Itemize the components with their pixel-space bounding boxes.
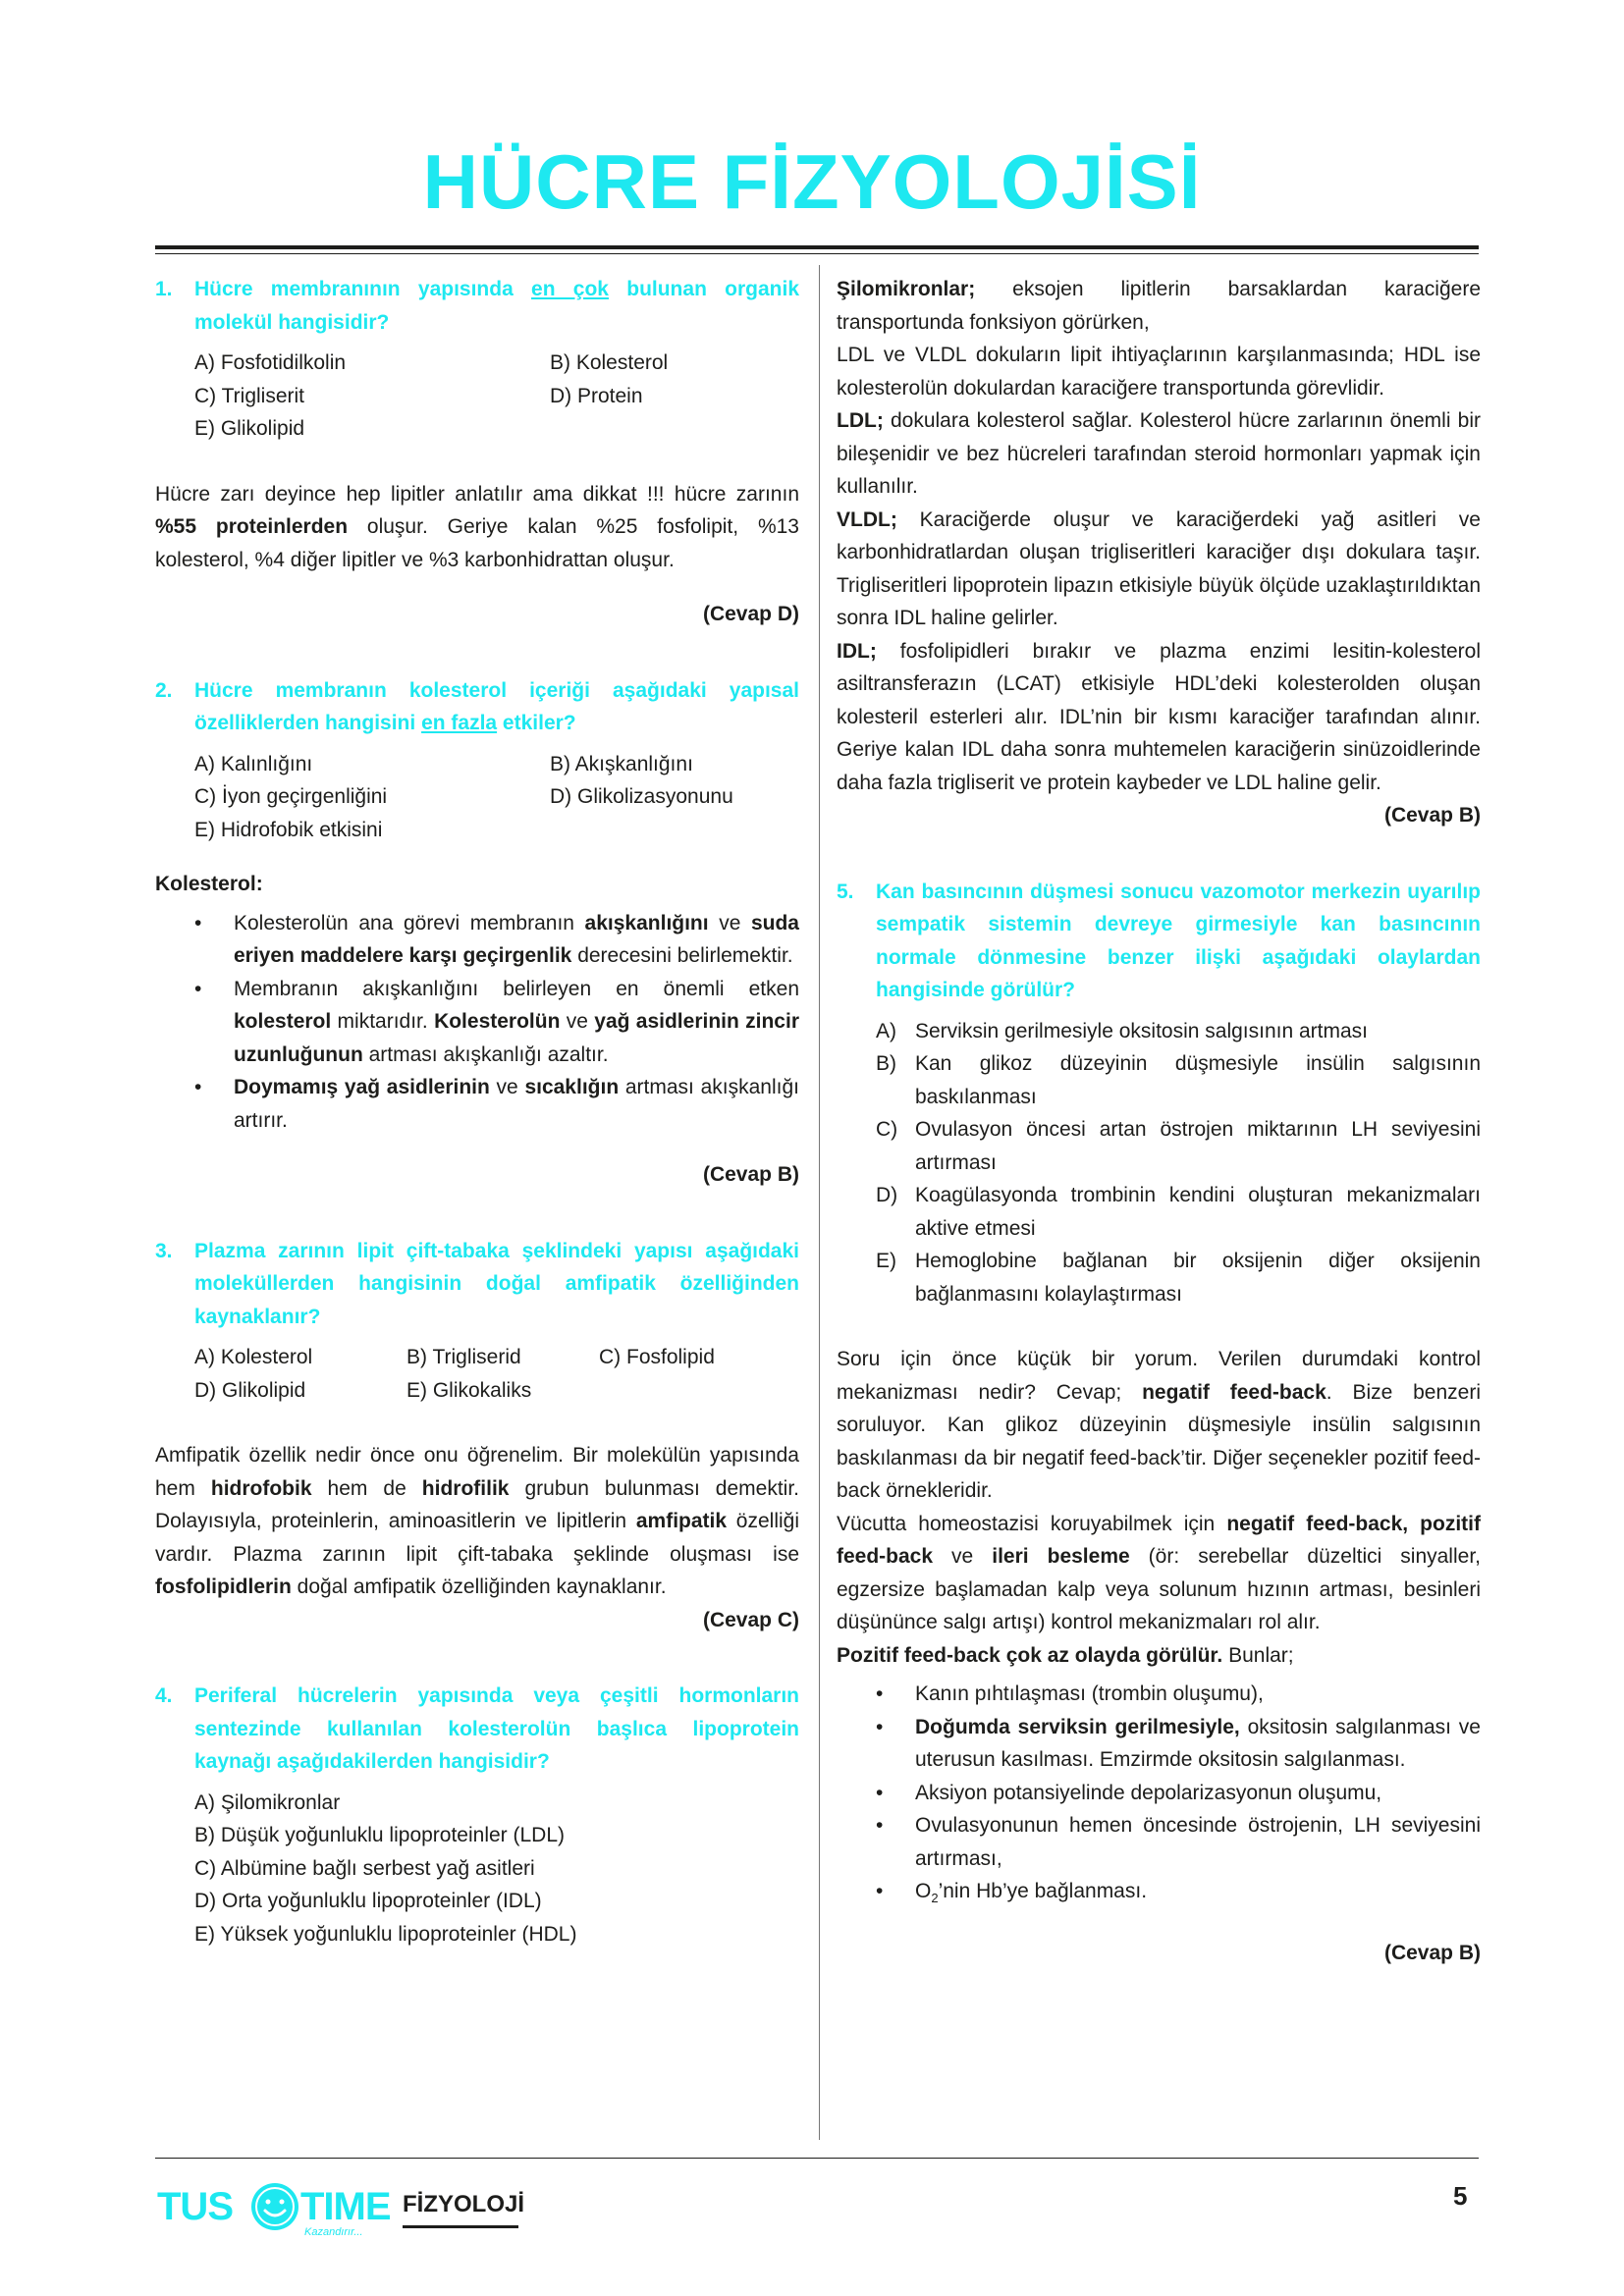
explanation-q4-ldl: LDL; dokulara kolesterol sağlar. Kolesterol hücre zarlarının önemli bir bileşenidir ve bez hücreleri tarafından steroid hormonları yapmak için kullanılır. (837, 409, 1481, 498)
smiley-icon (249, 2181, 300, 2232)
option-a: A) Serviksin gerilmesiyle oksitosin salgısının artması (876, 1019, 1368, 1042)
question-number: 3. (155, 1239, 173, 1262)
bullet-item: • Doğumda serviksin gerilmesiyle, oksitosin salgılanması ve uterusun kasılması. Emzirmde oksitosin salgılanması. (876, 1715, 1481, 1771)
question-text: Hücre membranın kolesterol içeriği aşağıdaki yapısal özelliklerden hangisini en fazla etkiler? (194, 678, 799, 734)
answer-q2: (Cevap B) (702, 1163, 799, 1186)
bullet-item: • Membranın akışkanlığını belirleyen en önemli etken kolesterol miktarıdır. Kolesterolün ve yağ asidlerinin zincir uzunluğunun artması akışkanlığı azaltır. (194, 977, 799, 1066)
option-a: A) Kalınlığını (194, 752, 313, 775)
answer-q1: (Cevap D) (702, 603, 799, 625)
explanation-q5-intro: Soru için önce küçük bir yorum. Verilen durumdaki kontrol mekanizması nedir? Cevap; negatif feed-back. Bize benzeri soruluyor. Kan glikoz düzeyinin düşmesiyle insülin salgısının baskılanması da bir negatif feed-back’tir. Diğer seçenekler pozitif feed-back örnekleridir. (837, 1348, 1482, 1502)
option-e: E) Glikolipid (194, 417, 305, 440)
question-3 (155, 1235, 799, 1334)
question-text: Periferal hücrelerin yapısında veya çeşitli hormonların sentezinde kullanılan kolesterolün başlıca lipoprotein kaynağı aşağıdakilerden hangisidir? (194, 1684, 799, 1773)
explanation-q4-overview: LDL ve VLDL dokuların lipit ihtiyaçlarının karşılanmasında; HDL ise kolesterolün dokulardan karaciğere transportunda görevlidir. (837, 344, 1481, 400)
explanation-q5-mechanisms: Vücutta homeostazisi koruyabilmek için negatif feed-back, pozitif feed-back ve ileri besleme (ör: serebellar düzeltici sinyaller, egzersize başlamadan kalp veya solunum hızının artması, besinleri düşününce salgı artışı) kontrol mekanizmaları rol alır. (837, 1512, 1481, 1633)
question-1 (155, 273, 799, 339)
bullet-item: • Aksiyon potansiyelinde depolarizasyonun oluşumu, (876, 1781, 1382, 1804)
question-text: Hücre membranının yapısında en çok bulunan organik molekül hangisidir? (194, 278, 799, 334)
brand-logo (157, 2181, 393, 2240)
explanation-q3: Amfipatik özellik nedir önce onu öğrenelim. Bir molekülün yapısında hem hidrofobik hem de hidrofilik grubun bulunması demektir. Dolayısıyla, proteinlerin, aminoasitlerin ve lipitlerin amfipatik özelliği vardır. Plazma zarının lipit çift-tabaka şeklinde oluşması ise fosfolipidlerin doğal amfipatik özelliğinden kaynaklanır. (155, 1444, 799, 1598)
explanation-q5-positive: Pozitif feed-back çok az olayda görülür. Bunlar; (837, 1643, 1294, 1667)
footer-rule (155, 2158, 1479, 2159)
option-d: D) Koagülasyonda trombinin kendini oluşturan mekanizmaları aktive etmesi (876, 1184, 1481, 1240)
bullet-item: • Ovulasyonunun hemen öncesinde östrojenin, LH seviyesini artırması, (876, 1814, 1481, 1870)
options-q5 (837, 1015, 1481, 1311)
option-e: E) Glikokaliks (406, 1378, 532, 1402)
bullet-list-q2 (155, 907, 799, 1138)
question-number: 1. (155, 278, 173, 300)
question-number: 2. (155, 678, 173, 702)
option-e: E) Hemoglobine bağlanan bir oksijenin diğer oksijenin bağlanmasını kolaylaştırması (876, 1250, 1481, 1306)
explanation-q4-vldl: VLDL; Karaciğerde oluşur ve karaciğerdeki yağ asitleri ve karbonhidratlardan oluşan trigliseritleri karaciğer dışı dokulara taşır. Trigliseritleri lipoprotein lipazın etkisiyle büyük ölçüde uzaklaştırıldıktan sonra IDL haline gelirler. (837, 507, 1481, 629)
answer-q3: (Cevap C) (702, 1608, 799, 1631)
option-d: D) Orta yoğunluklu lipoproteinler (IDL) (194, 1890, 542, 1912)
option-b: B) Kolesterol (550, 351, 669, 374)
logo-tagline: Kazandırır... (304, 2226, 363, 2238)
right-column (837, 273, 1481, 1969)
question-number: 5. (837, 880, 854, 903)
bullet-item: • $O_2’nin$ Hb’ye bağlanması. (876, 1880, 1148, 1906)
logo-text-right: TIME (300, 2185, 391, 2228)
explanation-q4-idl: IDL; fosfolipidleri bırakır ve plazma enzimi lesitin-kolesterol asiltransferazın (LCAT) etkisiyle HDL’deki kolesterolden oluşan kolesteril esterleri alır. IDL’nin bir kısmı karaciğer tarafından alınır. Geriye kalan IDL daha sonra muhtemelen karaciğerin sinüzoidlerinde daha fazla trigliserit ve protein kaybeder ve LDL haline gelir. (837, 639, 1481, 794)
bullet-item: • Kolesterolün ana görevi membranın akışkanlığını ve suda eriyen maddelere karşı geçirgenlik derecesini belirlemektir. (194, 911, 799, 967)
option-c: C) İyon geçirgenliğini (194, 785, 388, 808)
answer-q5: (Cevap B) (1383, 1941, 1481, 1964)
question-2 (155, 674, 799, 740)
question-4 (155, 1680, 799, 1779)
bullet-item: • Kanın pıhtılaşması (trombin oluşumu), (876, 1682, 1264, 1705)
option-e: E) Yüksek yoğunluklu lipoproteinler (HDL) (194, 1922, 577, 1946)
subject-label: FİZYOLOJİ (403, 2191, 525, 2217)
option-d: D) Glikolizasyonunu (550, 785, 733, 808)
options-q2 (155, 748, 799, 847)
bullet-list-q5 (837, 1678, 1481, 1915)
left-column (155, 273, 799, 1950)
option-a: A) Fosfotidilkolin (194, 351, 347, 374)
options-q3 (155, 1341, 799, 1407)
option-c: C) Fosfolipid (599, 1346, 715, 1368)
option-d: D) Protein (550, 384, 643, 407)
option-d: D) Glikolipid (194, 1378, 306, 1402)
question-5 (837, 876, 1481, 1007)
option-c: C) Albümine bağlı serbest yağ asitleri (194, 1856, 535, 1880)
answer-q4: (Cevap B) (1383, 804, 1481, 827)
explanation-q4-chylomicrons: Şilomikronlar; eksojen lipitlerin barsaklardan karaciğere transportunda fonksiyon görürken, (837, 278, 1481, 334)
logo-text-left: TUS (157, 2185, 233, 2228)
question-text: Kan basıncının düşmesi sonucu vazomotor merkezin uyarılıp sempatik sistemin devreye girmesiyle kan basıncının normale dönmesine benzer ilişki aşağıdaki olaylardan hangisinde görülür? (876, 880, 1481, 1001)
option-b: B) Akışkanlığını (550, 752, 693, 775)
options-q1 (155, 347, 799, 446)
options-q4 (155, 1787, 799, 1951)
column-divider (819, 265, 820, 2140)
subject-underline (403, 2225, 518, 2228)
title-rule-thin (155, 253, 1479, 254)
option-b: B) Trigliserid (406, 1346, 521, 1368)
page-number: 5 (1453, 2181, 1468, 2211)
option-e: E) Hidrofobik etkisini (194, 818, 383, 841)
option-c: C) Trigliserit (194, 384, 305, 407)
question-number: 4. (155, 1684, 173, 1707)
option-c: C) Ovulasyon öncesi artan östrojen miktarının LH seviyesini artırması (876, 1118, 1481, 1174)
question-text: Plazma zarının lipit çift-tabaka şeklindeki yapısı aşağıdaki moleküllerden hangisinin doğal amfipatik özelliğinden kaynaklanır? (194, 1239, 799, 1328)
section-heading: Kolesterol: (155, 873, 263, 895)
option-a: A) Şilomikronlar (194, 1790, 341, 1814)
option-a: A) Kolesterol (194, 1346, 313, 1368)
bullet-item: • Doymamış yağ asidlerinin ve sıcaklığın artması akışkanlığı artırır. (194, 1076, 799, 1132)
explanation-q1: Hücre zarı deyince hep lipitler anlatılır ama dikkat !!! hücre zarının %55 proteinlerden oluşur. Geriye kalan %25 fosfolipit, %13 kolesterol, %4 diğer lipitler ve %3 karbonhidrattan oluşur. (155, 482, 799, 571)
title-rule-thick (155, 245, 1479, 249)
option-b: B) Düşük yoğunluklu lipoproteinler (LDL) (194, 1824, 566, 1846)
page-title: HÜCRE FİZYOLOJİSİ (422, 138, 1202, 225)
option-b: B) Kan glikoz düzeyinin düşmesiyle insülin salgısının baskılanması (876, 1052, 1481, 1108)
